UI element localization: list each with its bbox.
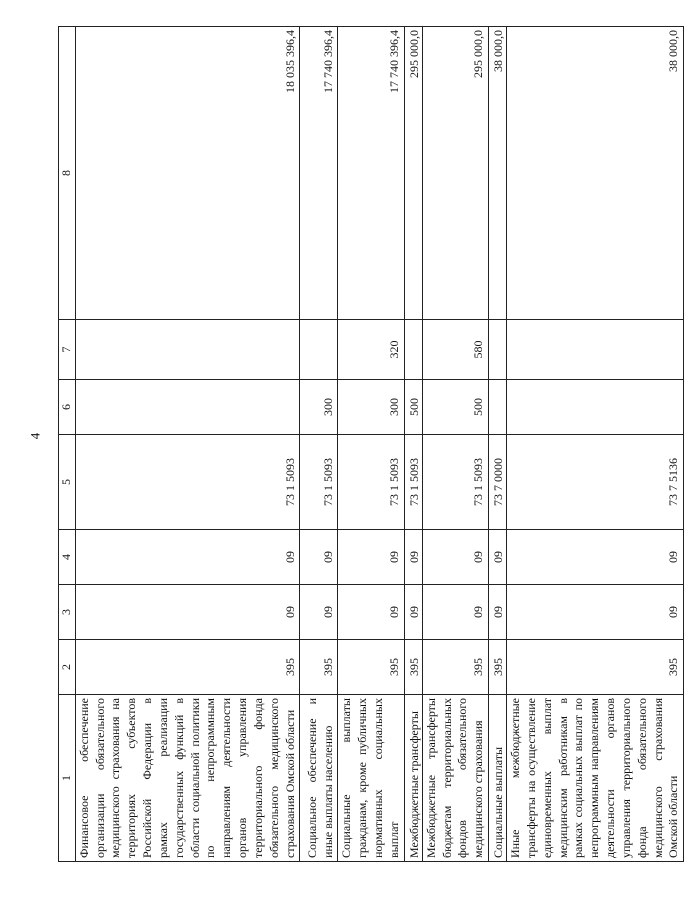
- cell-col3: 09: [75, 585, 300, 640]
- cell-col8: 17 740 396,4: [300, 27, 338, 320]
- cell-col6: 300: [300, 380, 338, 435]
- col-header-6: 6: [59, 380, 76, 435]
- cell-col6: [75, 380, 300, 435]
- cell-col3: 09: [404, 585, 422, 640]
- cell-col5: 73 7 5136: [507, 435, 684, 530]
- cell-col2: 395: [489, 640, 507, 695]
- cell-col8: 17 740 396,4: [338, 27, 404, 320]
- cell-col3: 09: [300, 585, 338, 640]
- col-header-5: 5: [59, 435, 76, 530]
- table-row: [300, 27, 338, 862]
- cell-col5: 73 1 5093: [404, 435, 422, 530]
- row-description: Иные межбюджетные трансферты на осуществление единовременных выплат медицинским работникам в рамках социальных выплат по непрограммным направлениям деятельности органов управления территориального фонда обязательного медицинского страхования Омской области: [507, 695, 684, 862]
- row-description: Социальные выплаты гражданам, кроме публичных нормативных социальных выплат: [338, 695, 404, 862]
- cell-col3: 09: [422, 585, 488, 640]
- header-row: [59, 27, 76, 862]
- cell-col7: 320: [338, 320, 404, 380]
- cell-col7: [75, 320, 300, 380]
- budget-table-rotated: [58, 27, 681, 862]
- cell-col2: 395: [338, 640, 404, 695]
- cell-col2: 395: [422, 640, 488, 695]
- row-description: Межбюджетные трансферты: [404, 695, 422, 862]
- cell-col5: 73 1 5093: [300, 435, 338, 530]
- cell-col6: 300: [338, 380, 404, 435]
- cell-col5: 73 1 5093: [422, 435, 488, 530]
- row-description: Межбюджетные трансферты бюджетам территориальных фондов обязательного медицинского страхования: [422, 695, 488, 862]
- budget-table: [58, 26, 684, 862]
- cell-col8: 38 000,0: [489, 27, 507, 320]
- col-header-7: 7: [59, 320, 76, 380]
- col-header-4: 4: [59, 530, 76, 585]
- cell-col8: 18 035 396,4: [75, 27, 300, 320]
- cell-col2: 395: [507, 640, 684, 695]
- cell-col6: 500: [422, 380, 488, 435]
- cell-col6: [507, 380, 684, 435]
- cell-col3: 09: [338, 585, 404, 640]
- cell-col5: 73 7 0000: [489, 435, 507, 530]
- cell-col7: [489, 320, 507, 380]
- cell-col3: 09: [489, 585, 507, 640]
- cell-col7: [507, 320, 684, 380]
- table-row: [338, 27, 404, 862]
- table-row: [507, 27, 684, 862]
- cell-col2: 395: [404, 640, 422, 695]
- cell-col4: 09: [404, 530, 422, 585]
- cell-col4: 09: [422, 530, 488, 585]
- row-description: Социальное обеспечение и иные выплаты населению: [300, 695, 338, 862]
- cell-col8: 38 000,0: [507, 27, 684, 320]
- cell-col5: 73 1 5093: [75, 435, 300, 530]
- cell-col8: 295 000,0: [404, 27, 422, 320]
- table-row: [422, 27, 488, 862]
- cell-col6: [489, 380, 507, 435]
- cell-col7: [404, 320, 422, 380]
- table-row: [75, 27, 300, 862]
- cell-col4: 09: [338, 530, 404, 585]
- page-number: 4: [27, 432, 43, 440]
- cell-col3: 09: [507, 585, 684, 640]
- row-description: Социальные выплаты: [489, 695, 507, 862]
- cell-col8: 295 000,0: [422, 27, 488, 320]
- col-header-3: 3: [59, 585, 76, 640]
- col-header-8: 8: [59, 27, 76, 320]
- col-header-2: 2: [59, 640, 76, 695]
- table-row: [404, 27, 422, 862]
- cell-col6: 500: [404, 380, 422, 435]
- cell-col7: 580: [422, 320, 488, 380]
- cell-col4: 09: [507, 530, 684, 585]
- col-header-1: 1: [59, 695, 76, 862]
- row-description: Финансовое обеспечение организации обязательного медицинского страхования на территориях субъектов Российской Федерации в рамках реализации государственных функций в области социальной политики по непрограммным направлениям деятельности органов управления территориального фонда обязательного медицинского страхования Омской области: [75, 695, 300, 862]
- cell-col4: 09: [300, 530, 338, 585]
- cell-col7: [300, 320, 338, 380]
- table-row: [489, 27, 507, 862]
- cell-col5: 73 1 5093: [338, 435, 404, 530]
- cell-col4: 09: [75, 530, 300, 585]
- cell-col2: 395: [75, 640, 300, 695]
- cell-col2: 395: [300, 640, 338, 695]
- cell-col4: 09: [489, 530, 507, 585]
